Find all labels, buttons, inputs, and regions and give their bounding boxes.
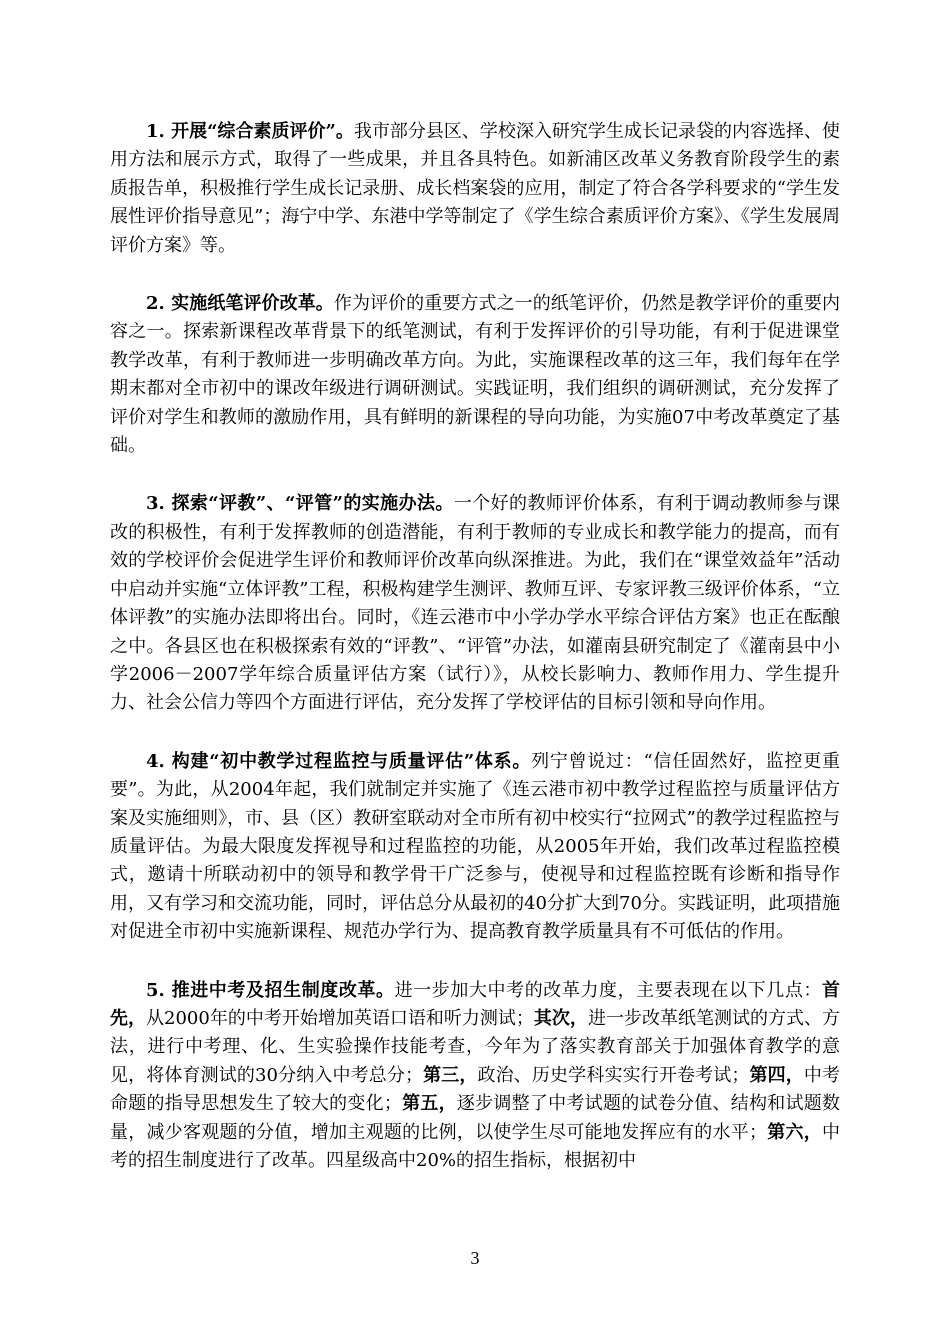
paragraph-5-heading: 5. 推进中考及招生制度改革。 <box>146 979 395 1001</box>
paragraph-5-text: 中考的招生制度进行了改革。四星级高中20%的招生指标，根据初中 <box>110 1121 841 1171</box>
paragraph-3 <box>110 490 840 717</box>
paragraph-2 <box>110 290 840 460</box>
paragraph-4-body: 列宁曾说过：“信任固然好，监控更重要”。为此，从2004年起，我们就制定并实施了《连云港市初中教学过程监控与质量评估方案及实施细则》，市、县（区）教研室联动对全市所有初中校实行“拉网式”的教学过程监控与质量评估。为最大限度发挥视导和过程监控的功能，从2005年开始，我们改革过程监控模式，邀请十所联动初中的领导和教学骨干广泛参与，使视导和过程监控既有诊断和指导作用，又有学习和交流功能，同时，评估总分从最初的40分扩大到70分。实践证明，此项措施对促进全市初中实施新课程、规范办学行为、提高教育教学质量具有不可低估的作用。 <box>110 750 840 943</box>
paragraph-3-heading: 3. 探索“评教”、“评管”的实施办法。 <box>146 493 454 515</box>
paragraph-4-heading: 4. 构建“初中教学过程监控与质量评估”体系。 <box>146 750 532 772</box>
paragraph-5-emphasis: 第三， <box>423 1064 478 1086</box>
paragraph-5-emphasis: 其次， <box>533 1007 588 1029</box>
paragraph-5-emphasis: 首先， <box>110 979 840 1029</box>
paragraph-5-text: 中考命题的指导思想发生了较大的变化； <box>110 1064 841 1115</box>
paragraph-3-body: 一个好的教师评价体系，有利于调动教师参与课改的积极性，有利于发挥教师的创造潜能，有利于教师的专业成长和教学能力的提高，而有效的学校评价会促进学生评价和教师评价改革向纵深推进。为此，我们在“课堂效益年”活动中启动并实施“立体评教”工程，积极构建学生测评、教师互评、专家评教三级评价体系，“立体评教”的实施办法即将出台。同时，《连云港市中小学办学水平综合评估方案》也正在酝酿之中。各县区也在积极探索有效的“评教”、“评管”办法，如灌南县研究制定了《灌南县中小学2006－2007学年综合质量评估方案（试行）》，从校长影响力、教师作用力、学生提升力、社会公信力等四个方面进行评估，充分发挥了学校评估的目标引领和导向作用。 <box>110 493 840 714</box>
document-body <box>110 118 840 1205</box>
paragraph-5-text: 进一步改革纸笔测试的方式、方法，进行中考理、化、生实验操作技能考查，今年为了落实教育部关于加强体育教学的意见，将体育测试的30分纳入中考总分； <box>110 1007 841 1086</box>
paragraph-1-heading: 1. 开展“综合素质评价”。 <box>146 121 354 142</box>
paragraph-4 <box>110 748 840 947</box>
paragraph-1-body: 我市部分县区、学校深入研究学生成长记录袋的内容选择、使用方法和展示方式，取得了一些成果，并且各具特色。如新浦区改革义务教育阶段学生的素质报告单，积极推行学生成长记录册、成长档案袋的应用，制定了符合各学科要求的“学生发展性评价指导意见”；海宁中学、东港中学等制定了《学生综合素质评价方案》、《学生发展周评价方案》等。 <box>110 121 841 256</box>
paragraph-5-emphasis: 第四， <box>749 1064 804 1086</box>
paragraph-5-text: 政治、历史学科实实行开卷考试； <box>477 1064 750 1086</box>
paragraph-2-body: 作为评价的重要方式之一的纸笔评价，仍然是教学评价的重要内容之一。探索新课程改革背景下的纸笔测试，有利于发挥评价的引导功能，有利于促进课堂教学改革，有利于教师进一步明确改革方向。为此，实施课程改革的这三年，我们每年在学期末都对全市初中的课改年级进行调研测试。实践证明，我们组织的调研测试，充分发挥了评价对学生和教师的激励作用，具有鲜明的新课程的导向功能，为实施07中考改革奠定了基础。 <box>110 293 840 457</box>
paragraph-1 <box>110 118 840 260</box>
paragraph-2-heading: 2. 实施纸笔评价改革。 <box>146 293 334 315</box>
paragraph-5-emphasis: 第六， <box>766 1121 823 1143</box>
paragraph-5-text: 进一步加大中考的改革力度，主要表现在以下几点： <box>394 979 822 1001</box>
paragraph-5-emphasis: 第五， <box>401 1093 457 1115</box>
paragraph-5 <box>110 977 840 1176</box>
paragraph-5-text: 逐步调整了中考试题的试卷分值、结构和试题数量，减少客观题的分值，增加主观题的比例，以使学生尽可能地发挥应有的水平； <box>110 1093 841 1143</box>
paragraph-5-text: 从2000年的中考开始增加英语口语和听力测试； <box>146 1007 534 1029</box>
page-number: 3 <box>470 1248 480 1268</box>
